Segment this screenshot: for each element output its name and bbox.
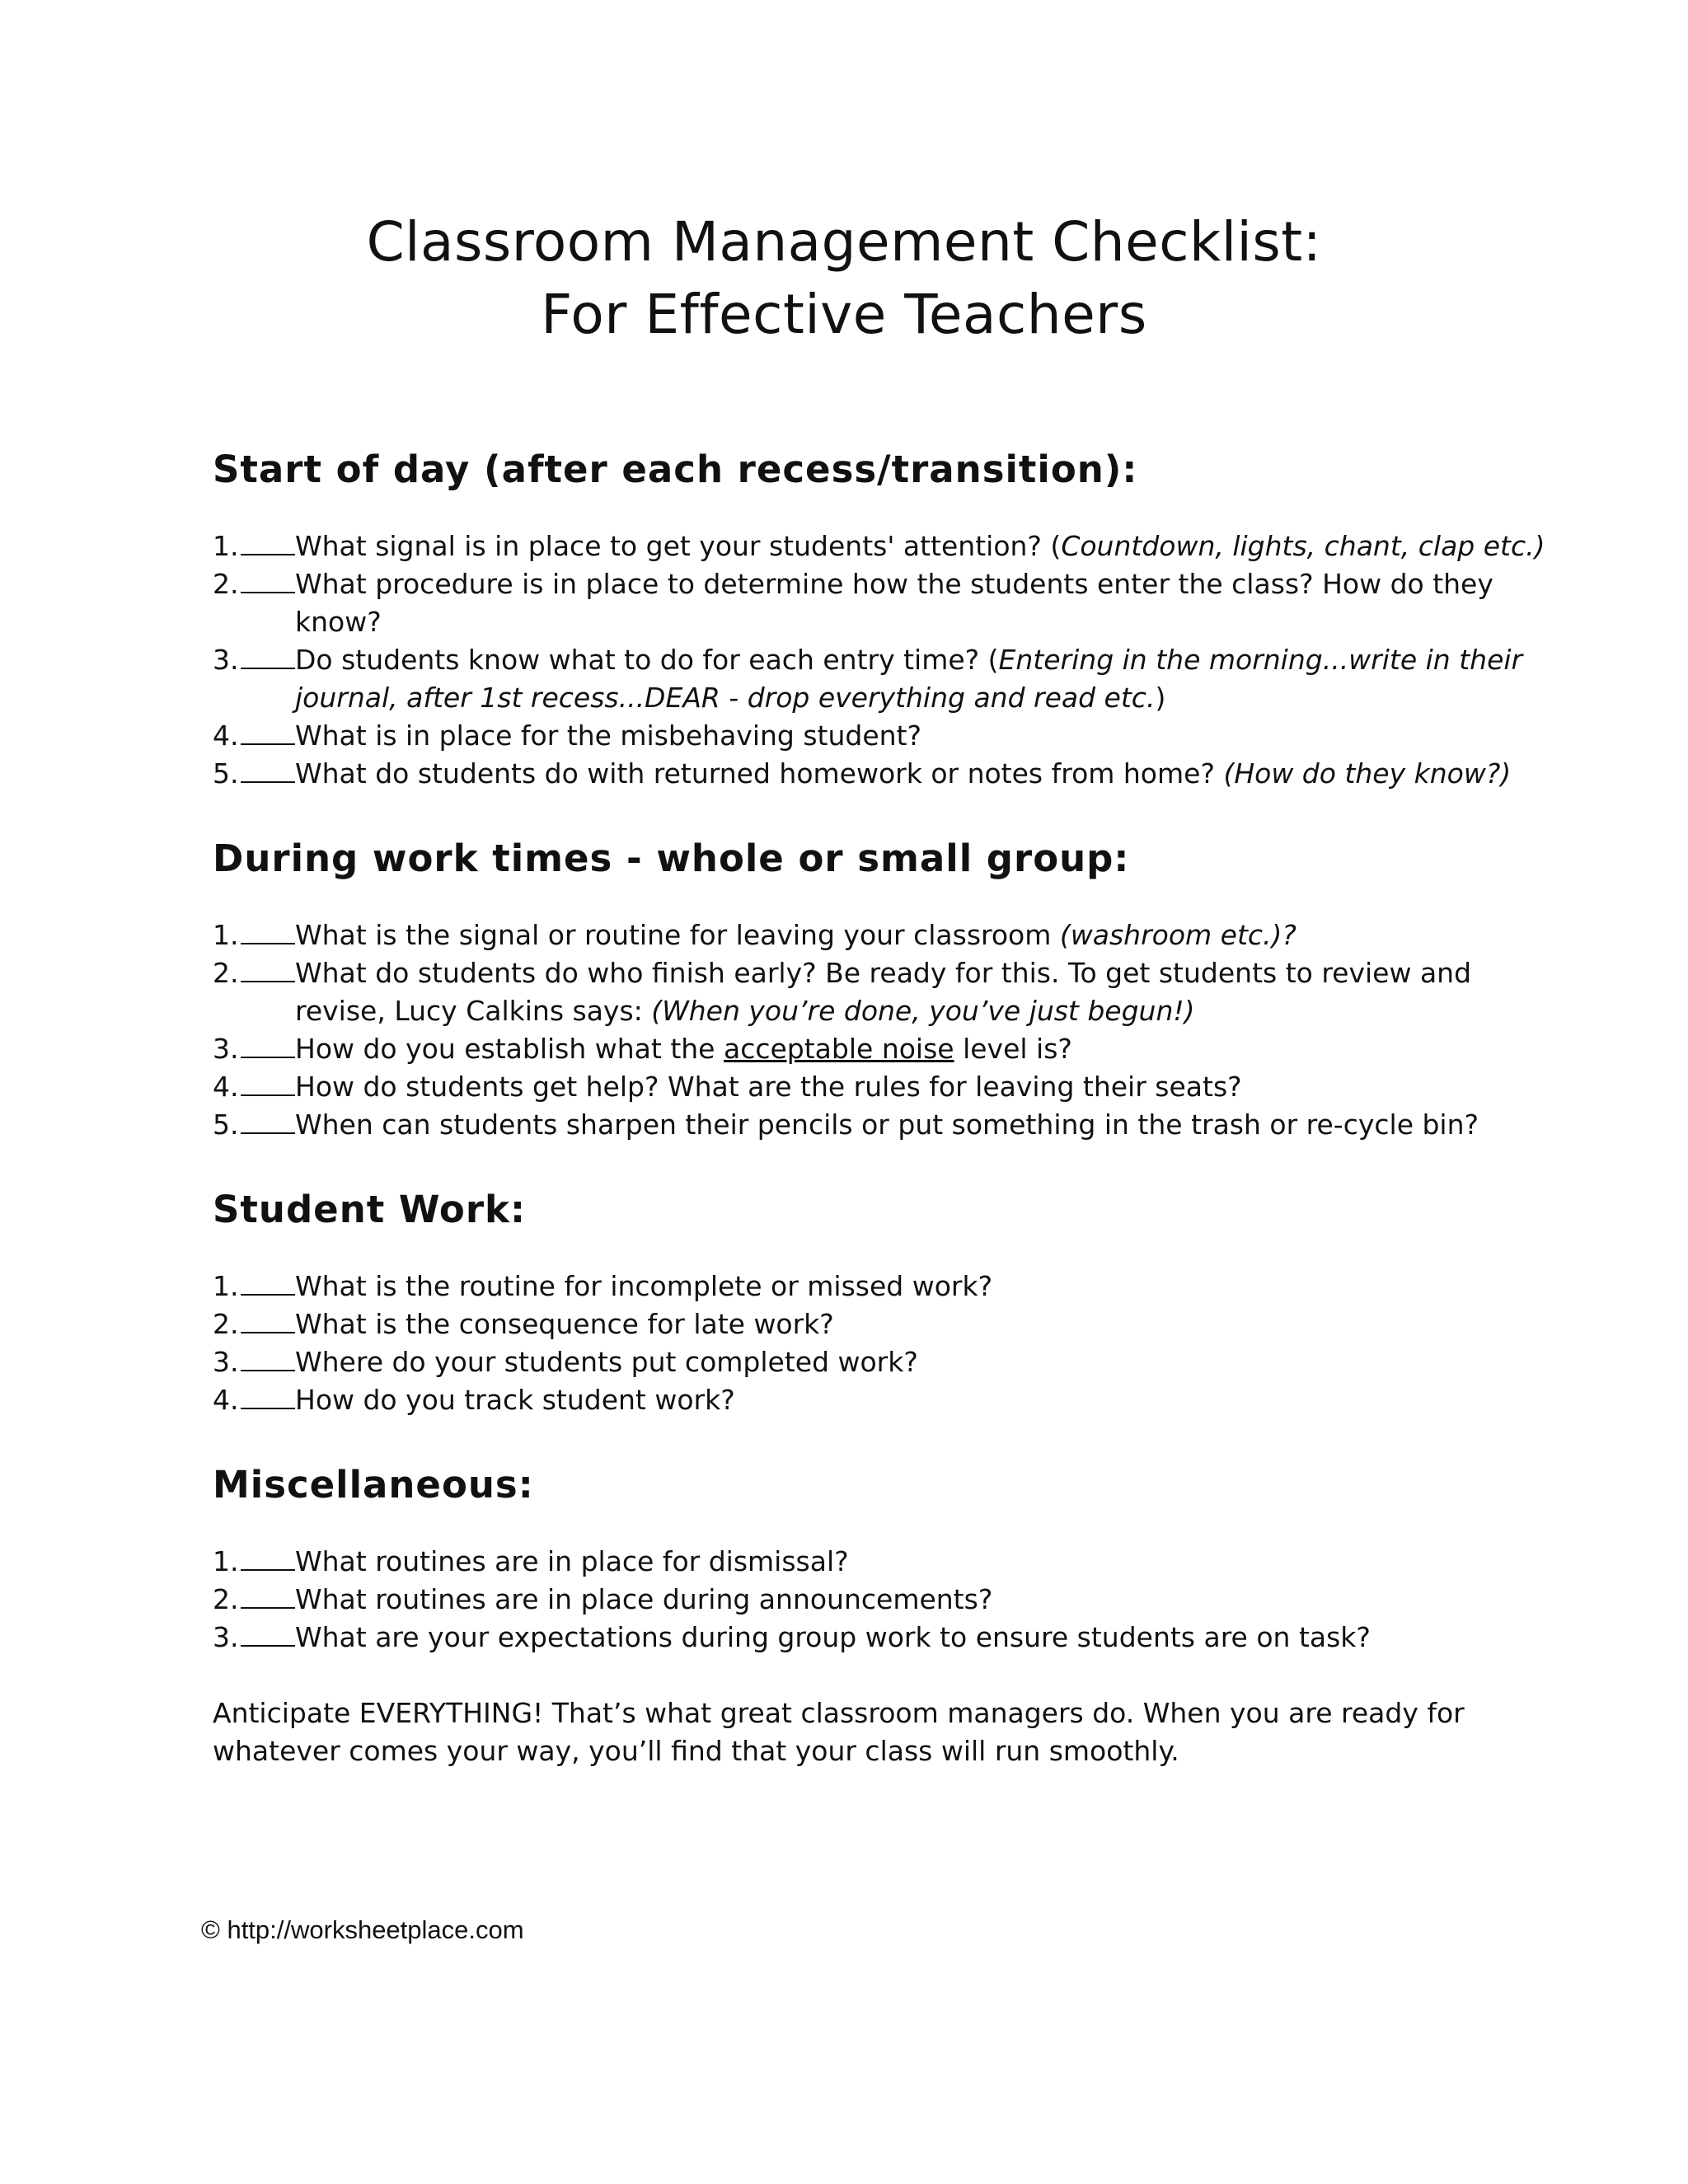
item-number: 3.: [213, 1619, 295, 1657]
checkbox-blank[interactable]: [241, 1383, 295, 1409]
item-number: 1.: [213, 527, 295, 565]
list-item: 4. How do you track student work?: [213, 1381, 992, 1419]
item-continuation: journal, after 1st recess...DEAR - drop everything and read etc.): [295, 682, 1166, 714]
checkbox-blank[interactable]: [241, 918, 295, 944]
checkbox-blank[interactable]: [241, 1307, 295, 1333]
underlined-phrase: acceptable noise: [723, 1033, 954, 1065]
item-number: 4.: [213, 1381, 295, 1419]
section-heading-start-of-day: Start of day (after each recess/transition):: [213, 448, 1138, 491]
checkbox-blank[interactable]: [241, 1032, 295, 1058]
item-number: 2.: [213, 954, 295, 992]
list-item: 3. How do you establish what the acceptable noise level is?: [213, 1030, 1479, 1068]
list-item: 2. What do students do who finish early? Be ready for this. To get students to review and revise, Lucy Calkins says: (When you’re done, you’ve just begun!): [213, 954, 1479, 1030]
title-line-2: For Effective Teachers: [541, 283, 1147, 346]
checklist-miscellaneous: [213, 1543, 1371, 1657]
list-item: 2. What routines are in place during announcements?: [213, 1581, 1371, 1619]
section-heading-student-work: Student Work:: [213, 1188, 526, 1231]
item-continuation: know?: [295, 606, 382, 638]
item-number: 1.: [213, 916, 295, 954]
list-item: 4. What is in place for the misbehaving student?: [213, 717, 1545, 755]
checkbox-blank[interactable]: [241, 1108, 295, 1134]
list-item: 2. What is the consequence for late work?: [213, 1305, 992, 1343]
list-item: 1. What routines are in place for dismissal?: [213, 1543, 1371, 1581]
list-item: 1. What is the signal or routine for leaving your classroom (washroom etc.)?: [213, 916, 1479, 954]
item-number: 4.: [213, 717, 295, 755]
list-item: 4. How do students get help? What are the rules for leaving their seats?: [213, 1068, 1479, 1106]
section-heading-work-times: During work times - whole or small group:: [213, 837, 1130, 880]
item-number: 5.: [213, 755, 295, 793]
checklist-student-work: [213, 1268, 992, 1419]
list-item: 3. Where do your students put completed work?: [213, 1343, 992, 1381]
checklist-start-of-day: [213, 527, 1545, 793]
item-number: 2.: [213, 1305, 295, 1343]
list-item: 2. What procedure is in place to determine how the students enter the class? How do they know?: [213, 565, 1545, 641]
checkbox-blank[interactable]: [241, 567, 295, 593]
list-item: 5. When can students sharpen their pencils or put something in the trash or re-cycle bin?: [213, 1106, 1479, 1144]
list-item: 5. What do students do with returned homework or notes from home? (How do they know?): [213, 755, 1545, 793]
item-number: 5.: [213, 1106, 295, 1144]
checkbox-blank[interactable]: [241, 719, 295, 745]
checkbox-blank[interactable]: [241, 529, 295, 555]
checkbox-blank[interactable]: [241, 1544, 295, 1571]
list-item: 1. What signal is in place to get your students' attention? (Countdown, lights, chant, clap etc.): [213, 527, 1545, 565]
list-item: 3. What are your expectations during group work to ensure students are on task?: [213, 1619, 1371, 1657]
checkbox-blank[interactable]: [241, 1582, 295, 1609]
checkbox-blank[interactable]: [241, 1269, 295, 1296]
list-item: 3. Do students know what to do for each entry time? (Entering in the morning...write in their journal, after 1st recess...DEAR - drop everything and read etc.): [213, 641, 1545, 717]
item-number: 3.: [213, 1030, 295, 1068]
item-continuation: revise, Lucy Calkins says: (When you’re done, you’ve just begun!): [295, 995, 1195, 1027]
item-number: 2.: [213, 1581, 295, 1619]
closing-paragraph: Anticipate EVERYTHING! That’s what great classroom managers do. When you are ready for whatever comes your way, you’ll find that your class will run smoothly.: [213, 1697, 1465, 1767]
item-number: 2.: [213, 565, 295, 603]
title-line-1: Classroom Management Checklist:: [366, 210, 1322, 274]
checkbox-blank[interactable]: [241, 1620, 295, 1647]
checkbox-blank[interactable]: [241, 643, 295, 669]
item-number: 3.: [213, 641, 295, 679]
footer-copyright: © http://worksheetplace.com: [201, 1915, 524, 1944]
section-heading-miscellaneous: Miscellaneous:: [213, 1463, 534, 1507]
list-item: 1. What is the routine for incomplete or missed work?: [213, 1268, 992, 1305]
item-number: 4.: [213, 1068, 295, 1106]
item-number: 1.: [213, 1268, 295, 1305]
checklist-work-times: [213, 916, 1479, 1144]
document-title: [0, 206, 1688, 351]
checkbox-blank[interactable]: [241, 1070, 295, 1096]
item-number: 1.: [213, 1543, 295, 1581]
checkbox-blank[interactable]: [241, 1345, 295, 1371]
checkbox-blank[interactable]: [241, 757, 295, 783]
item-number: 3.: [213, 1343, 295, 1381]
checkbox-blank[interactable]: [241, 956, 295, 982]
